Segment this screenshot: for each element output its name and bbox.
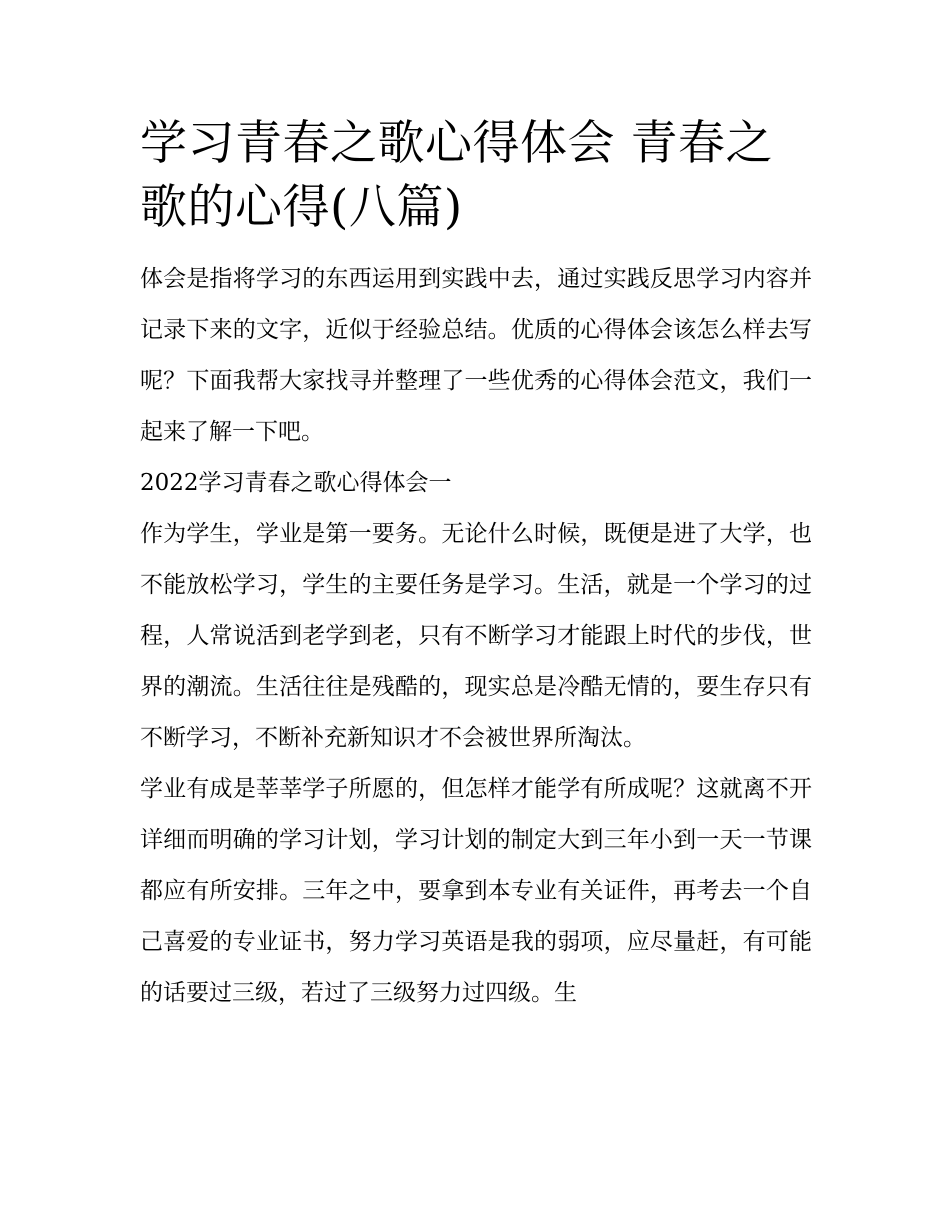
intro-paragraph: 体会是指将学习的东西运用到实践中去，通过实践反思学习内容并记录下来的文字，近似于经验总结。优质的心得体会该怎么样去写呢？下面我帮大家找寻并整理了一些优秀的心得体会范文，我们一起来了解一下吧。 <box>140 266 812 445</box>
body-paragraph-2: 学业有成是莘莘学子所愿的，但怎样才能学有所成呢？这就离不开详细而明确的学习计划，学习计划的制定大到三年小到一天一节课都应有所安排。三年之中，要拿到本专业有关证件，再考去一个自己喜爱的专业证书，努力学习英语是我的弱项，应尽量赶，有可能的话要过三级，若过了三级努力过四级。生 <box>140 776 812 1006</box>
section-heading: 2022学习青春之歌心得体会一 <box>140 470 452 496</box>
document-title: 学习青春之歌心得体会 青春之歌的心得(八篇) <box>140 116 773 235</box>
document-page <box>140 112 812 1019</box>
body-paragraph-1: 作为学生，学业是第一要务。无论什么时候，既便是进了大学，也不能放松学习，学生的主要任务是学习。生活，就是一个学习的过程，人常说活到老学到老，只有不断学习才能跟上时代的步伐，世界的潮流。生活往往是残酷的，现实总是冷酷无情的，要生存只有不断学习，不断补充新知识才不会被世界所淘汰。 <box>140 521 812 751</box>
